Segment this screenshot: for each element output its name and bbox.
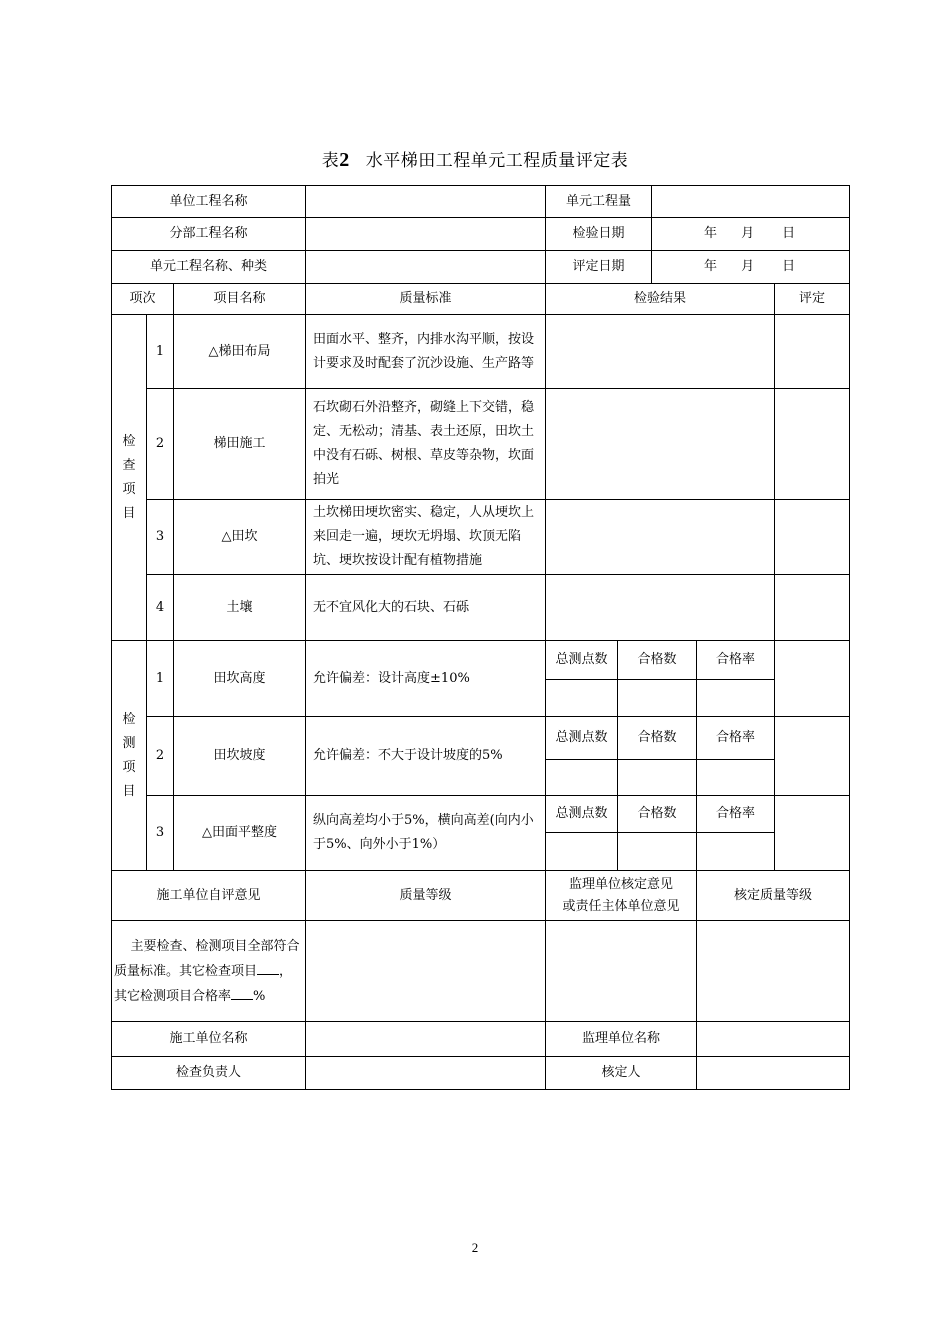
item-name: 田坎坡度 [174, 717, 306, 796]
pass-rate-value[interactable] [697, 760, 775, 796]
passed-count-value[interactable] [618, 833, 697, 871]
unit-project-value[interactable] [306, 186, 546, 218]
item-name: 梯田施工 [174, 389, 306, 500]
item-name: 田坎高度 [174, 641, 306, 717]
verified-grade-label: 核定质量等级 [697, 871, 850, 921]
measurement-group-label: 检测项目 [112, 641, 147, 871]
item-rating[interactable] [775, 389, 850, 500]
evaluation-date-value[interactable]: 年 月 日 [652, 251, 850, 284]
supervisor-name-label: 监理单位名称 [546, 1022, 697, 1057]
verifier-value[interactable] [697, 1057, 850, 1090]
inspector-label: 检查负责人 [112, 1057, 306, 1090]
total-points-value[interactable] [546, 833, 618, 871]
item-standard: 允许偏差：设计高度±10% [306, 641, 546, 717]
item-result[interactable] [546, 315, 775, 389]
self-evaluation-label: 施工单位自评意见 [112, 871, 306, 921]
verified-grade-value[interactable] [697, 921, 850, 1022]
pass-rate-value[interactable] [697, 833, 775, 871]
total-points-value[interactable] [546, 760, 618, 796]
item-no: 3 [147, 500, 174, 575]
self-evaluation-text[interactable]: 主要检查、检测项目全部符合质量标准。其它检查项目 ，其它检测项目合格率 % [112, 921, 306, 1022]
unit-element-quantity-label: 单元工程量 [546, 186, 652, 218]
col-header-result: 检验结果 [546, 284, 775, 315]
page-number: 2 [471, 1240, 479, 1255]
contractor-name-value[interactable] [306, 1022, 546, 1057]
quality-grade-value[interactable] [306, 921, 546, 1022]
inspection-group-label: 检查项目 [112, 315, 147, 641]
item-result[interactable] [546, 500, 775, 575]
total-points-header: 总测点数 [546, 796, 618, 833]
item-standard: 无不宜风化大的石块、石砾 [306, 575, 546, 641]
pass-rate-header: 合格率 [697, 717, 775, 760]
item-name: 土壤 [174, 575, 306, 641]
other-inspection-blank[interactable] [257, 962, 279, 975]
title-text: 水平梯田工程单元工程质量评定表 [365, 151, 629, 171]
element-name-label: 单元工程名称、种类 [112, 251, 306, 284]
sub-project-label: 分部工程名称 [112, 218, 306, 251]
passed-count-value[interactable] [618, 760, 697, 796]
item-result[interactable] [546, 389, 775, 500]
supervisor-name-value[interactable] [697, 1022, 850, 1057]
item-rating[interactable] [775, 315, 850, 389]
evaluation-date-label: 评定日期 [546, 251, 652, 284]
passed-count-header: 合格数 [618, 796, 697, 833]
item-result[interactable] [546, 575, 775, 641]
unit-project-label: 单位工程名称 [112, 186, 306, 218]
contractor-name-label: 施工单位名称 [112, 1022, 306, 1057]
col-header-item-no: 项次 [112, 284, 174, 315]
item-no: 1 [147, 641, 174, 717]
pass-rate-blank[interactable] [231, 987, 253, 1000]
item-no: 4 [147, 575, 174, 641]
item-no: 2 [147, 717, 174, 796]
item-no: 3 [147, 796, 174, 871]
item-name: △梯田布局 [174, 315, 306, 389]
passed-count-value[interactable] [618, 680, 697, 717]
item-rating[interactable] [775, 796, 850, 871]
total-points-header: 总测点数 [546, 641, 618, 680]
col-header-rating: 评定 [775, 284, 850, 315]
item-standard: 纵向高差均小于5%，横向高差(向内小于5%、向外小于1%） [306, 796, 546, 871]
unit-element-quantity-value[interactable] [652, 186, 850, 218]
item-no: 1 [147, 315, 174, 389]
item-rating[interactable] [775, 575, 850, 641]
item-rating[interactable] [775, 717, 850, 796]
item-standard: 允许偏差：不大于设计坡度的5% [306, 717, 546, 796]
total-points-value[interactable] [546, 680, 618, 717]
form-title [0, 146, 950, 172]
item-name: △田坎 [174, 500, 306, 575]
pass-rate-header: 合格率 [697, 796, 775, 833]
quality-evaluation-table [111, 185, 850, 1090]
col-header-item-name: 项目名称 [174, 284, 306, 315]
col-header-standard: 质量标准 [306, 284, 546, 315]
item-standard: 土坎梯田埂坎密实、稳定，人从埂坎上来回走一遍，埂坎无坍塌、坎顶无陷坑、埂坎按设计配有植物措施 [306, 500, 546, 575]
supervisor-opinion-value[interactable] [546, 921, 697, 1022]
item-standard: 石坎砌石外沿整齐，砌缝上下交错，稳定、无松动；清基、表土还原，田坎土中没有石砾、树根、草皮等杂物，坎面拍光 [306, 389, 546, 500]
pass-rate-value[interactable] [697, 680, 775, 717]
item-rating[interactable] [775, 641, 850, 717]
sub-project-value[interactable] [306, 218, 546, 251]
item-no: 2 [147, 389, 174, 500]
pass-rate-header: 合格率 [697, 641, 775, 680]
supervisor-opinion-label: 监理单位核定意见 或责任主体单位意见 [546, 871, 697, 921]
title-number: 2 [339, 149, 350, 171]
item-rating[interactable] [775, 500, 850, 575]
passed-count-header: 合格数 [618, 641, 697, 680]
item-standard: 田面水平、整齐，内排水沟平顺，按设计要求及时配套了沉沙设施、生产路等 [306, 315, 546, 389]
inspector-value[interactable] [306, 1057, 546, 1090]
verifier-label: 核定人 [546, 1057, 697, 1090]
passed-count-header: 合格数 [618, 717, 697, 760]
inspection-date-label: 检验日期 [546, 218, 652, 251]
item-name: △田面平整度 [174, 796, 306, 871]
quality-grade-label: 质量等级 [306, 871, 546, 921]
title-prefix: 表 [321, 151, 340, 171]
element-name-value[interactable] [306, 251, 546, 284]
inspection-date-value[interactable]: 年 月 日 [652, 218, 850, 251]
total-points-header: 总测点数 [546, 717, 618, 760]
